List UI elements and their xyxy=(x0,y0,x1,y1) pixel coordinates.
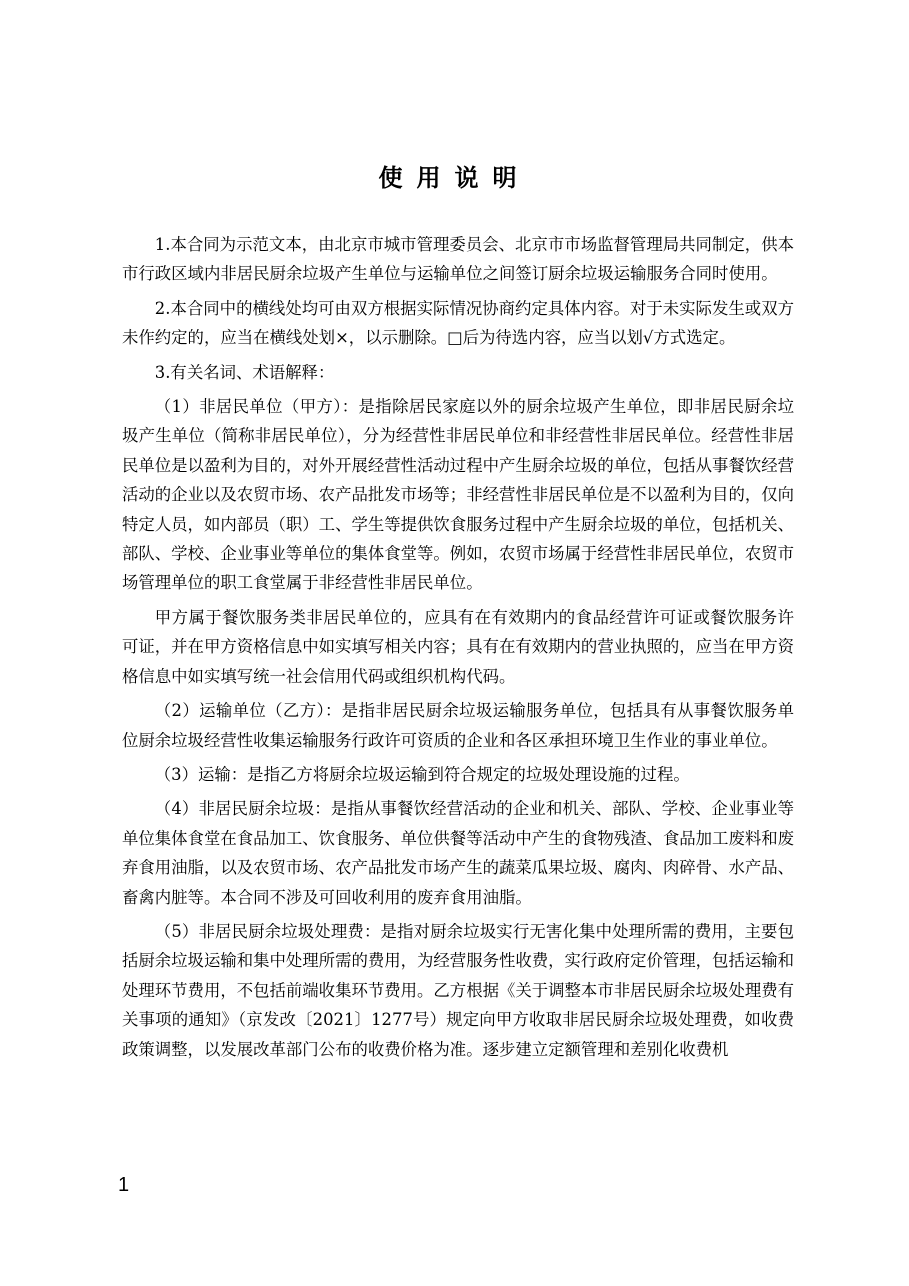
paragraph-1: 1.本合同为示范文本，由北京市城市管理委员会、北京市市场监督管理局共同制定，供本市行政区域内非居民厨余垃圾产生单位与运输单位之间签订厨余垃圾运输服务合同时使用。 xyxy=(122,235,794,284)
paragraph-9: （5）非居民厨余垃圾处理费：是指对厨余垃圾实行无害化集中处理所需的费用，主要包括厨余垃圾运输和集中处理所需的费用，为经营服务性收费，实行政府定价管理，包括运输和处理环节费用，不包括前端收集环节费用。乙方根据《关于调整本市非居民厨余垃圾处理费有关事项的通知》（京发改〔2021〕1277号）规定向甲方收取非居民厨余垃圾处理费，如收费政策调整，以发展改革部门公布的收费价格为准。逐步建立定额管理和差别化收费机 xyxy=(122,921,795,1059)
paragraph-2: 2.本合同中的横线处均可由双方根据实际情况协商约定具体内容。对于未实际发生或双方未作约定的，应当在横线处划×，以示删除。□后为待选内容，应当以划√方式选定。 xyxy=(122,298,794,348)
paragraph-5: 甲方属于餐饮服务类非居民单位的，应具有在有效期内的食品经营许可证或餐饮服务许可证，并在甲方资格信息中如实填写相关内容；具有在有效期内的营业执照的，应当在甲方资格信息中如实填写统一社会信用代码或组织机构代码。 xyxy=(122,607,795,686)
document-body xyxy=(122,230,794,1069)
paragraph-3: 3.有关名词、术语解释： xyxy=(154,362,335,382)
paragraph-8: （4）非居民厨余垃圾：是指从事餐饮经营活动的企业和机关、部队、学校、企业事业等单位集体食堂在食品加工、饮食服务、单位供餐等活动中产生的食物残渣、食品加工废料和废弃食用油脂，以及农贸市场、农产品批发市场产生的蔬菜瓜果垃圾、腐肉、肉碎骨、水产品、畜禽内脏等。本合同不涉及可回收利用的废弃食用油脂。 xyxy=(122,799,795,907)
paragraph-7: （3）运输：是指乙方将厨余垃圾运输到符合规定的垃圾处理设施的过程。 xyxy=(154,764,690,784)
document-title: 使用说明 xyxy=(378,163,531,192)
paragraph-4: （1）非居民单位（甲方）：是指除居民家庭以外的厨余垃圾产生单位，即非居民厨余垃圾产生单位（简称非居民单位），分为经营性非居民单位和非经营性非居民单位。经营性非居民单位是以盈利为目的，对外开展经营性活动过程中产生厨余垃圾的单位，包括从事餐饮经营活动的企业以及农贸市场、农产品批发市场等；非经营性非居民单位是不以盈利为目的，仅向特定人员，如内部员（职）工、学生等提供饮食服务过程中产生厨余垃圾的单位，包括机关、部队、学校、企业事业等单位的集体食堂等。例如，农贸市场属于经营性非居民单位，农贸市场管理单位的职工食堂属于非经营性非居民单位。 xyxy=(122,397,795,593)
page-number: 1 xyxy=(118,1174,130,1196)
paragraph-6: （2）运输单位（乙方）：是指非居民厨余垃圾运输服务单位，包括具有从事餐饮服务单位厨余垃圾经营性收集运输服务行政许可资质的企业和各区承担环境卫生作业的事业单位。 xyxy=(122,701,794,750)
